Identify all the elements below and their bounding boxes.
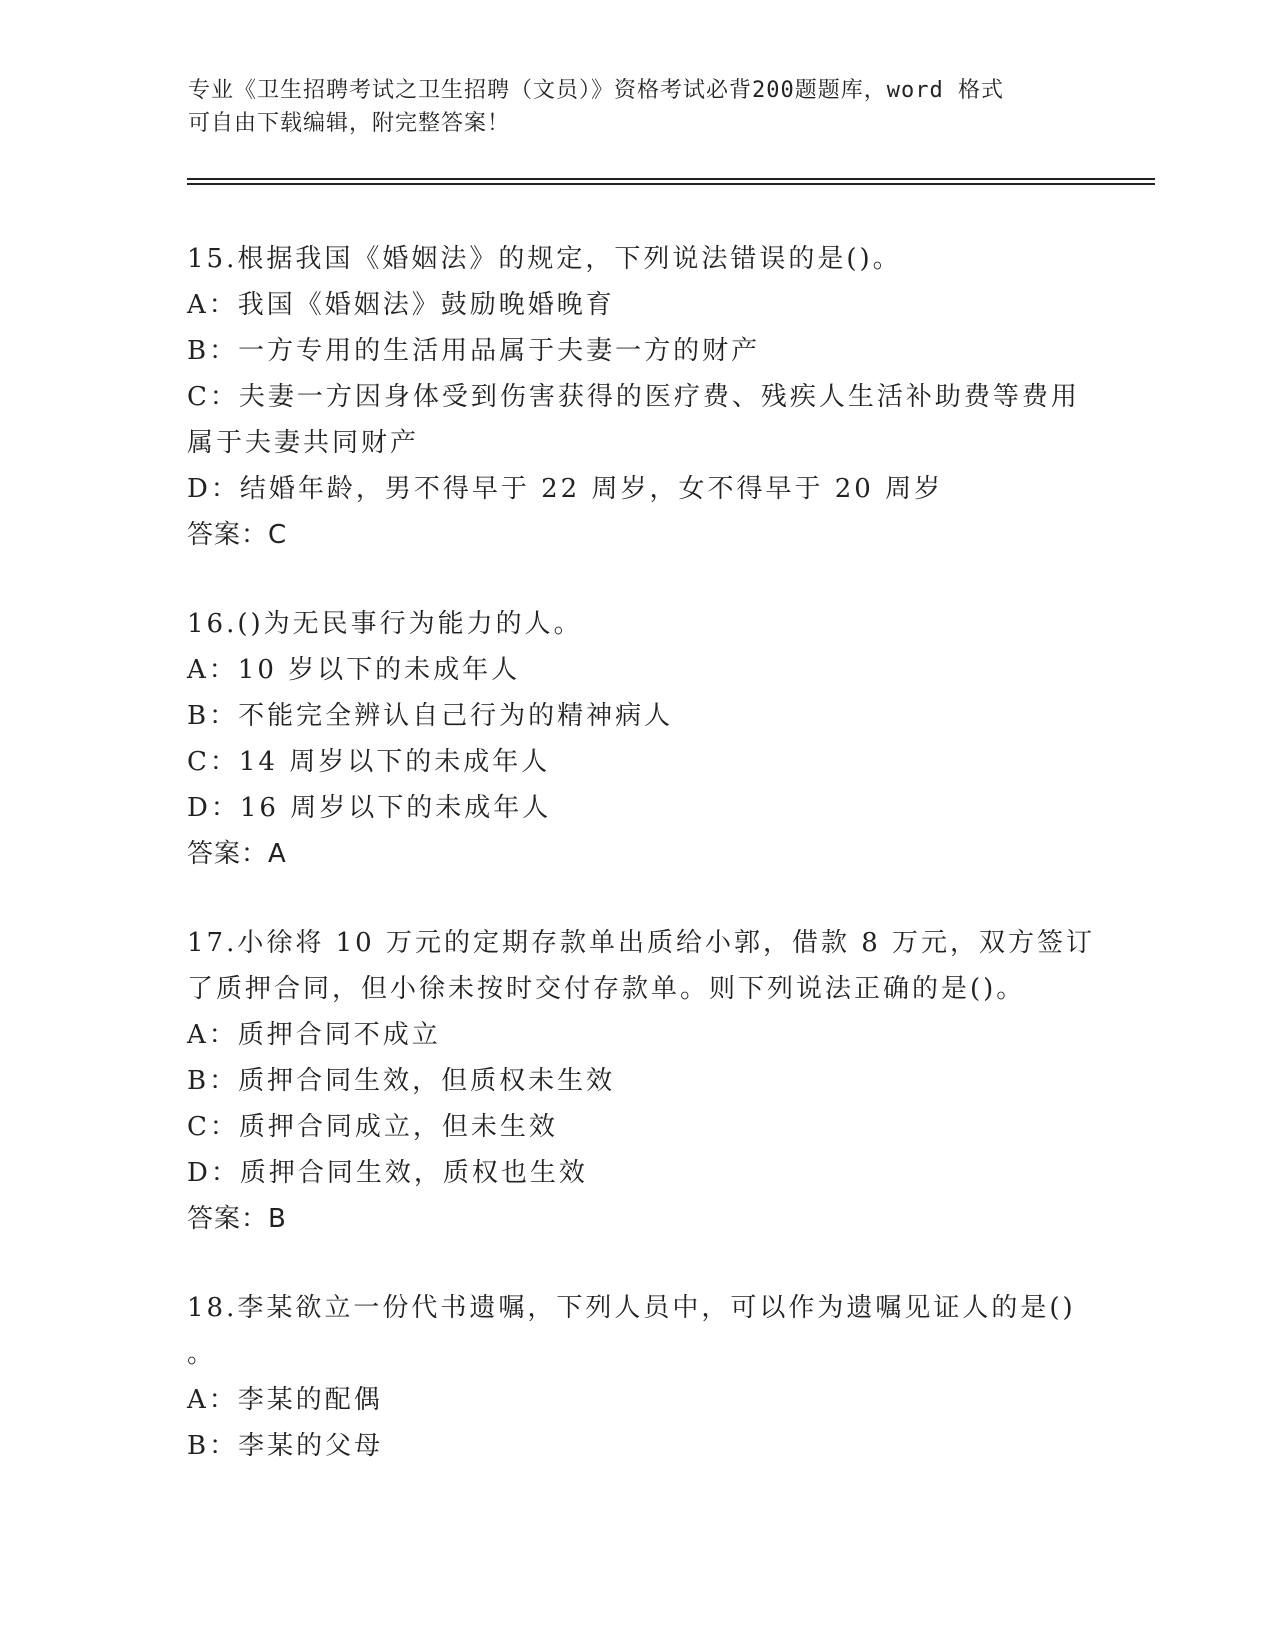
question-stem: 16.()为无民事行为能力的人。 [187,609,583,639]
header-line-2: 可自由下载编辑，附完整答案！ [188,111,511,136]
answer-line [187,831,1087,877]
option-a: A：李某的配偶 [187,1385,383,1415]
option-a: A：质押合同不成立 [187,1020,441,1050]
option-a: A：我国《婚姻法》鼓励晚婚晚育 [187,290,615,320]
option-b: B：质押合同生效，但质权未生效 [187,1066,616,1096]
answer-value: B [268,1204,287,1234]
question-stem-continued: 了质押合同，但小徐未按时交付存款单。则下列说法正确的是()。 [187,974,1026,1004]
option-b: B：一方专用的生活用品属于夫妻一方的财产 [187,336,761,366]
question-stem-continued: 。 [187,1339,217,1369]
answer-label: 答案： [187,1204,269,1234]
question-15 [187,236,1087,558]
option-c: C：夫妻一方因身体受到伤害获得的医疗费、残疾人生活补助费等费用 [187,382,1080,412]
option-c: C：质押合同成立，但未生效 [187,1112,558,1142]
document-header [188,74,1088,140]
question-stem: 17.小徐将 10 万元的定期存款单出质给小郭，借款 8 万元，双方签订 [187,928,1096,958]
header-line-1: 专业《卫生招聘考试之卫生招聘（文员）》资格考试必背200题题库，word 格式 [188,78,1004,103]
answer-label: 答案： [187,520,269,550]
option-d: D：16 周岁以下的未成年人 [187,793,552,823]
question-16 [187,601,1087,877]
option-d: D：质押合同生效，质权也生效 [187,1158,588,1188]
option-b: B：李某的父母 [187,1431,384,1461]
answer-line [187,512,1087,558]
answer-label: 答案： [187,839,269,869]
question-18 [187,1285,1087,1469]
option-c-continued: 属于夫妻共同财产 [187,428,420,458]
answer-value: C [268,520,288,550]
option-c: C：14 周岁以下的未成年人 [187,747,551,777]
question-stem: 18.李某欲立一份代书遗嘱，下列人员中，可以作为遗嘱见证人的是() [187,1293,1076,1323]
option-d: D：结婚年龄，男不得早于 22 周岁，女不得早于 20 周岁 [187,474,944,504]
question-17 [187,920,1096,1242]
answer-value: A [268,839,287,869]
answer-line [187,1196,1087,1242]
header-divider-top [187,178,1155,180]
question-stem: 15.根据我国《婚姻法》的规定，下列说法错误的是()。 [187,244,902,274]
header-divider-bottom [187,183,1155,185]
option-a: A：10 岁以下的未成年人 [187,655,521,685]
option-b: B：不能完全辨认自己行为的精神病人 [187,701,674,731]
